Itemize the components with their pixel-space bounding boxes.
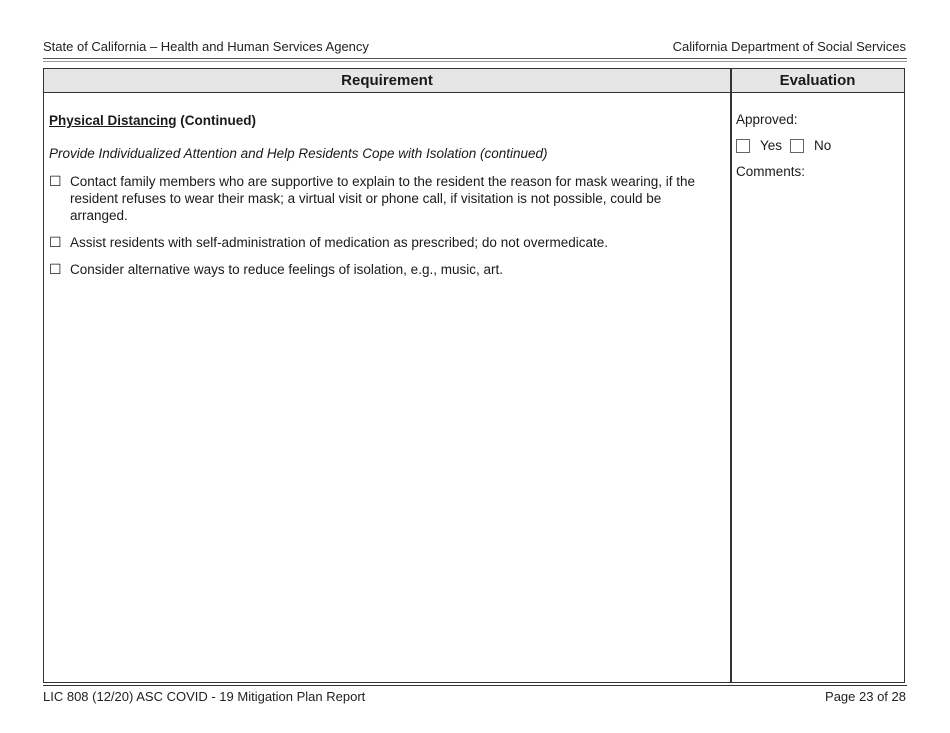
footer-rule	[43, 685, 907, 686]
checkbox-icon: ☐	[49, 173, 62, 189]
footer-page-number: Page 23 of 28	[825, 689, 906, 704]
footer-form-id: LIC 808 (12/20) ASC COVID - 19 Mitigation Plan Report	[43, 689, 366, 704]
evaluation-cell	[736, 112, 835, 179]
header-agency: State of California – Health and Human Services Agency	[43, 39, 369, 54]
header-rule	[43, 58, 907, 59]
yes-checkbox[interactable]	[736, 139, 750, 153]
subheading: Provide Individualized Attention and Help Residents Cope with Isolation (continued)	[49, 146, 548, 161]
checkbox-icon: ☐	[49, 234, 62, 250]
column-header-requirement: Requirement	[341, 72, 433, 89]
list-item	[49, 234, 719, 251]
section-title-suffix: (Continued)	[176, 113, 257, 128]
list-item	[49, 173, 719, 224]
list-item	[49, 261, 719, 278]
column-divider	[730, 69, 732, 682]
yes-label: Yes	[760, 138, 783, 153]
approved-label: Approved:	[736, 112, 798, 127]
column-header-evaluation: Evaluation	[779, 72, 856, 89]
table-header	[44, 69, 904, 93]
checkbox-icon: ☐	[49, 261, 62, 277]
header-department: California Department of Social Services	[672, 39, 906, 54]
list-item-text: Assist residents with self-administration of medication as prescribed; do not overmedicate.	[70, 235, 608, 250]
list-item-text: Contact family members who are supportive to explain to the resident the reason for mask wearing, if the resident refuses to wear their mask; a virtual visit or phone call, if visitation is not possible, could be arranged.	[70, 174, 696, 223]
section-title	[49, 112, 719, 129]
requirement-table	[43, 68, 905, 683]
no-checkbox[interactable]	[790, 139, 804, 153]
section-title-main: Physical Distancing	[49, 113, 177, 128]
requirement-cell	[49, 112, 719, 288]
no-label: No	[814, 138, 832, 153]
header-rule-secondary	[43, 61, 907, 62]
list-item-text: Consider alternative ways to reduce feelings of isolation, e.g., music, art.	[70, 262, 503, 277]
comments-label: Comments:	[736, 164, 806, 179]
approval-options	[736, 138, 835, 153]
